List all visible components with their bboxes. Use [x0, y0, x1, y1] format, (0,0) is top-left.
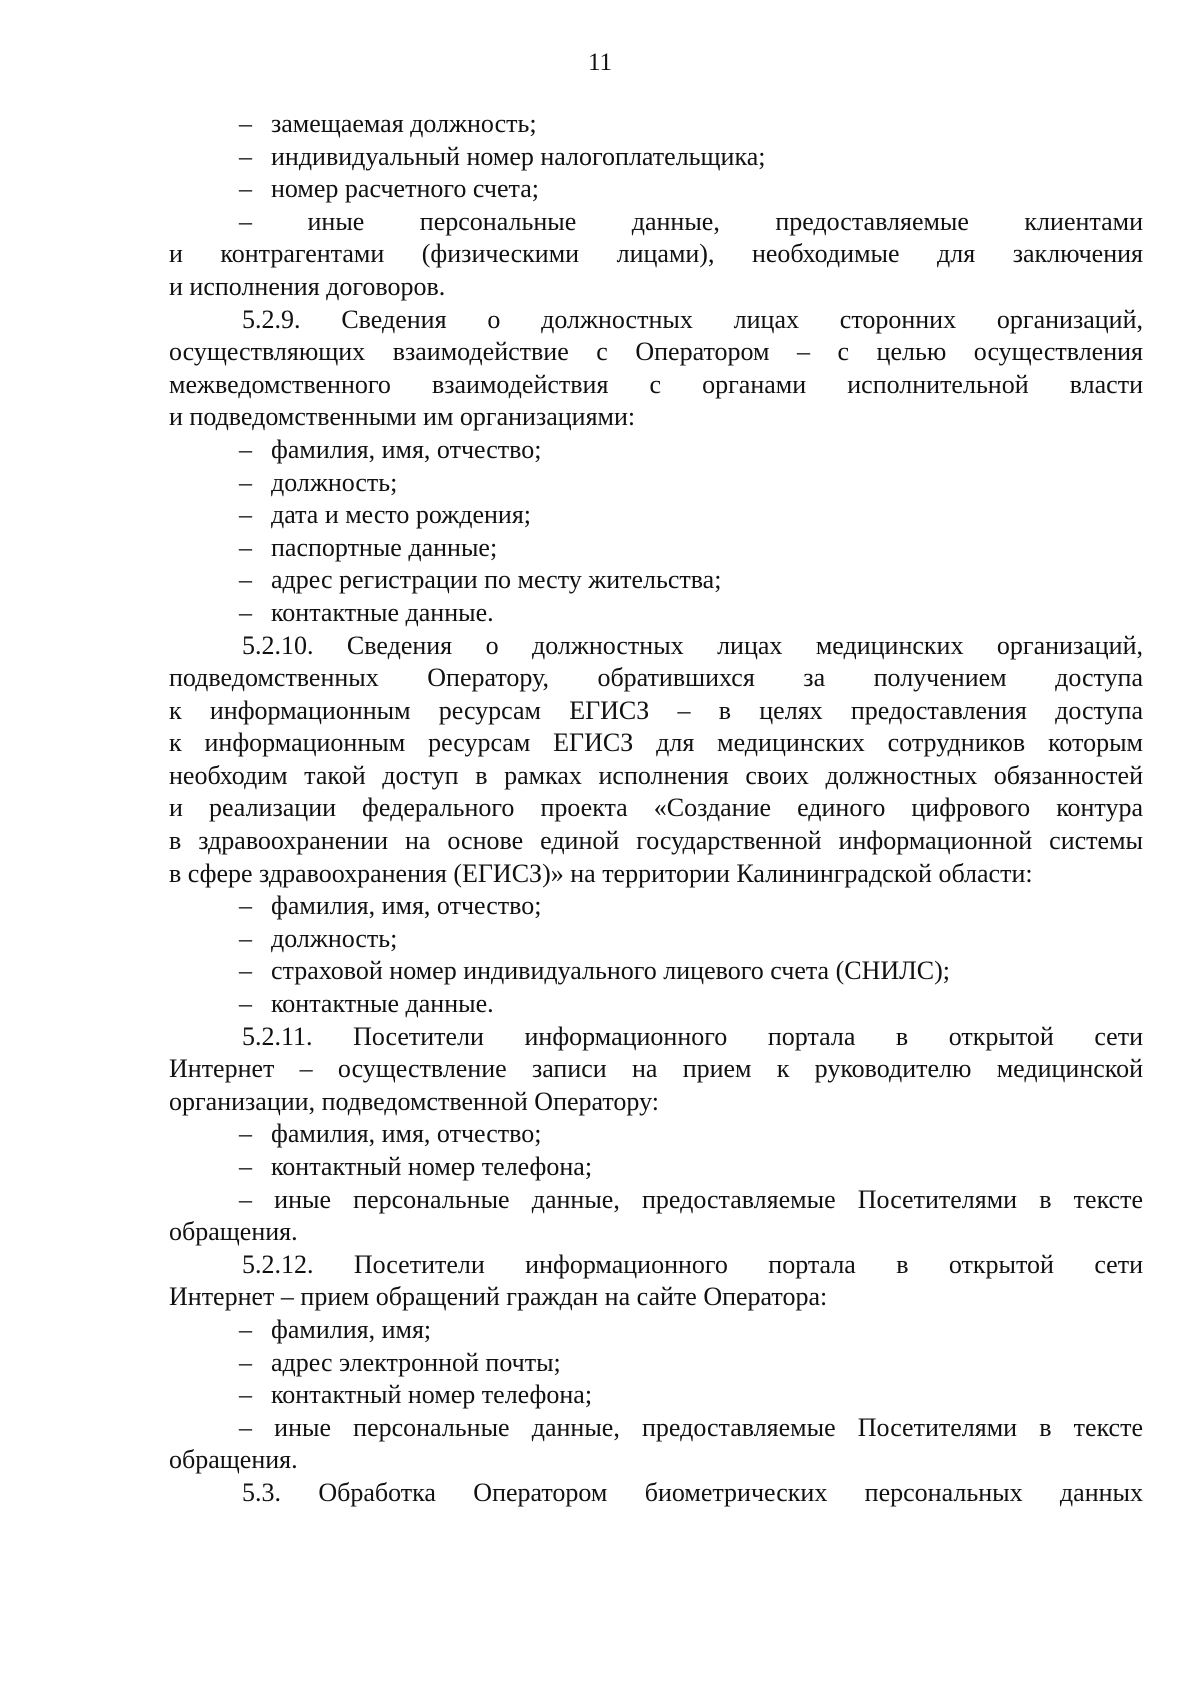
section-heading-5-2-10: 5.2.10. Сведения о должностных лицах медицинских организаций, [242, 630, 1143, 660]
list-item-text: страховой номер индивидуального лицевого счета (СНИЛС); [271, 956, 950, 986]
section-heading-5-2-9: 5.2.9. Сведения о должностных лицах сторонних организаций, [242, 304, 1143, 334]
list-dash: – [239, 434, 252, 464]
list-item-text: фамилия, имя, отчество; [271, 1119, 542, 1149]
list-item [169, 1151, 1143, 1184]
paragraph-line: – иные персональные данные, предоставляемые клиентами [239, 206, 1143, 236]
paragraph-line: обращения. [169, 1445, 298, 1475]
list-dash: – [239, 174, 252, 204]
list-dash: – [239, 467, 252, 497]
section-heading-5-2-12: 5.2.12. Посетители информационного портала в открытой сети [242, 1249, 1143, 1279]
list-item [169, 1314, 1143, 1347]
paragraph-line: – иные персональные данные, предоставляемые Посетителями в тексте [239, 1184, 1143, 1214]
list-item-text: адрес электронной почты; [271, 1347, 561, 1377]
list-item-text: фамилия, имя, отчество; [271, 434, 542, 464]
list-item [169, 597, 1143, 630]
list-item-text: контактные данные. [271, 597, 494, 627]
list-item [169, 1379, 1143, 1412]
list-item [169, 955, 1143, 988]
list-item [169, 532, 1143, 565]
list-item-text: контактный номер телефона; [271, 1380, 593, 1410]
list-dash: – [239, 109, 252, 138]
paragraph-line: обращения. [169, 1217, 298, 1247]
paragraph-line: подведомственных Оператору, обратившихся за получением доступа [169, 663, 1143, 693]
list-item-text: должность; [271, 923, 398, 953]
list-item [169, 564, 1143, 597]
list-item [169, 467, 1143, 500]
list-item-text: должность; [271, 467, 398, 497]
list-dash: – [239, 597, 252, 627]
section-heading-5-2-11: 5.2.11. Посетители информационного портала в открытой сети [242, 1021, 1143, 1051]
list-dash: – [239, 532, 252, 562]
list-item-text: адрес регистрации по месту жительства; [271, 565, 722, 595]
list-dash: – [239, 1314, 252, 1344]
paragraph-line: и подведомственными им организациями: [169, 402, 636, 432]
list-item-text: паспортные данные; [271, 532, 498, 562]
paragraph-line: к информационным ресурсам ЕГИСЗ для медицинских сотрудников которым [169, 728, 1143, 758]
page-number: 11 [587, 49, 613, 76]
list-item-text: индивидуальный номер налогоплательщика; [271, 141, 766, 171]
paragraph-line: в здравоохранении на основе единой государственной информационной системы [169, 826, 1143, 856]
list-item-text: номер расчетного счета; [271, 174, 539, 204]
list-item [169, 108, 1143, 141]
list-dash: – [239, 1119, 252, 1149]
list-dash: – [239, 1380, 252, 1410]
paragraph-line: в сфере здравоохранения (ЕГИСЗ)» на территории Калининградской области: [169, 858, 1033, 888]
list-item-text: фамилия, имя; [271, 1314, 432, 1344]
list-item-text: дата и место рождения; [271, 500, 532, 530]
list-item [169, 988, 1143, 1021]
paragraph-line: Интернет – прием обращений граждан на сайте Оператора: [169, 1282, 828, 1312]
list-dash: – [239, 500, 252, 530]
paragraph-line: межведомственного взаимодействия с органами исполнительной власти [169, 369, 1143, 399]
paragraph-line: Интернет – осуществление записи на прием к руководителю медицинской [169, 1054, 1143, 1084]
paragraph-line: – иные персональные данные, предоставляемые Посетителями в тексте [239, 1412, 1143, 1442]
list-item [169, 499, 1143, 532]
list-dash: – [239, 141, 252, 171]
paragraph-line: и исполнения договоров. [169, 271, 446, 301]
paragraph-line: необходим такой доступ в рамках исполнения своих должностных обязанностей [169, 760, 1143, 790]
section-heading-5-3: 5.3. Обработка Оператором биометрических персональных данных [242, 1477, 1143, 1507]
list-dash: – [239, 989, 252, 1019]
list-item [169, 1347, 1143, 1380]
list-dash: – [239, 956, 252, 986]
list-item [169, 923, 1143, 956]
list-item [169, 434, 1143, 467]
paragraph-line: и контрагентами (физическими лицами), необходимые для заключения [169, 239, 1143, 269]
document-body [169, 108, 1143, 1510]
list-item-text: контактный номер телефона; [271, 1152, 593, 1181]
list-item-text: замещаемая должность; [271, 109, 537, 138]
paragraph-line: и реализации федерального проекта «Создание единого цифрового контура [169, 793, 1143, 823]
list-dash: – [239, 923, 252, 953]
list-dash: – [239, 1347, 252, 1377]
paragraph-line: организации, подведомственной Оператору: [169, 1086, 659, 1116]
list-item [169, 1118, 1143, 1151]
list-dash: – [239, 565, 252, 595]
list-dash: – [239, 891, 252, 921]
list-dash: – [239, 1152, 252, 1181]
paragraph-line: к информационным ресурсам ЕГИСЗ – в целях предоставления доступа [169, 695, 1143, 725]
list-item-text: фамилия, имя, отчество; [271, 891, 542, 921]
list-item [169, 141, 1143, 174]
list-item [169, 173, 1143, 206]
paragraph-line: осуществляющих взаимодействие с Оператором – с целью осуществления [169, 337, 1143, 367]
list-item-text: контактные данные. [271, 989, 494, 1019]
list-item [169, 890, 1143, 923]
